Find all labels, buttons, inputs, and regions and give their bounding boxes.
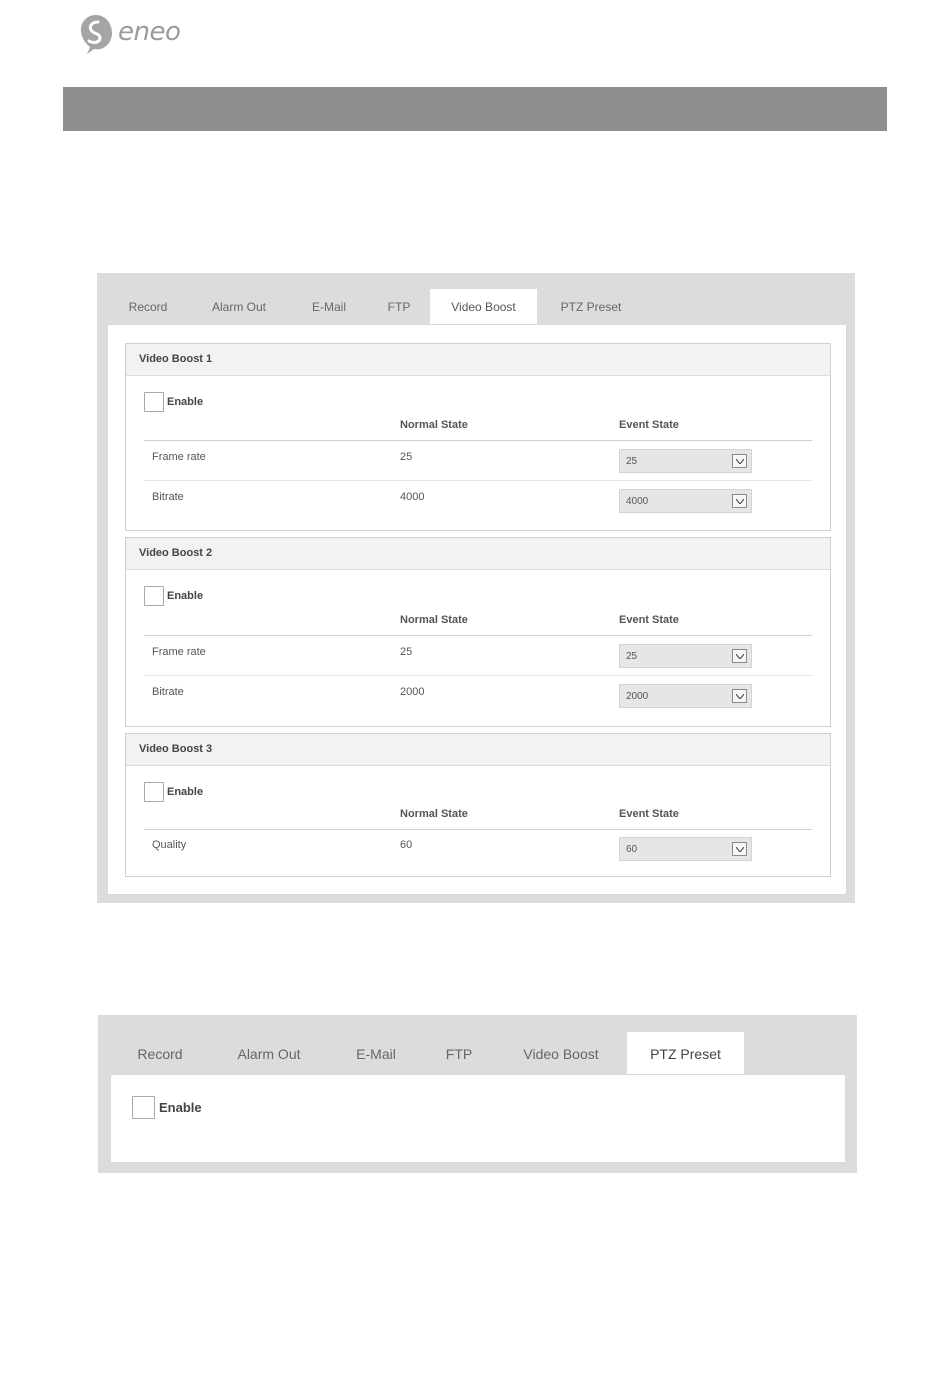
normal-state-header: Normal State — [400, 808, 468, 820]
enable-toggle[interactable] — [144, 586, 203, 606]
normal-value: 25 — [400, 646, 413, 658]
enable-label: Enable — [167, 590, 204, 602]
header-band — [63, 87, 887, 131]
select-value: 4000 — [626, 496, 649, 507]
section-title: Video Boost 2 — [126, 538, 830, 570]
event-state-header: Event State — [619, 419, 679, 431]
section-title: Video Boost 1 — [126, 344, 830, 376]
ptz-preset-panel — [98, 1015, 857, 1173]
event-state-header: Event State — [619, 614, 679, 626]
chevron-down-icon — [732, 494, 747, 508]
normal-value: 60 — [400, 839, 413, 851]
normal-value: 2000 — [400, 686, 425, 698]
tab-ptz-preset[interactable]: PTZ Preset — [560, 300, 622, 314]
enable-checkbox[interactable] — [144, 782, 164, 802]
bitrate-event-select[interactable] — [619, 684, 752, 708]
row-label-bitrate: Bitrate — [152, 686, 184, 698]
select-value: 2000 — [626, 691, 649, 702]
tab-ftp[interactable]: FTP — [387, 300, 411, 314]
video-boost-1-section — [125, 343, 831, 531]
enable-checkbox[interactable] — [144, 392, 164, 412]
video-boost-3-section — [125, 733, 831, 877]
enable-toggle[interactable] — [144, 392, 203, 412]
normal-value: 4000 — [400, 491, 425, 503]
tab-alarm-out[interactable]: Alarm Out — [237, 1045, 301, 1062]
chevron-down-icon — [732, 689, 747, 703]
logo-text: eneo — [118, 17, 181, 47]
quality-event-select[interactable] — [619, 837, 752, 861]
normal-state-header: Normal State — [400, 419, 468, 431]
row-label-frame-rate: Frame rate — [152, 451, 206, 463]
tab-email[interactable]: E-Mail — [311, 300, 346, 314]
video-boost-2-section — [125, 537, 831, 727]
enable-checkbox[interactable] — [132, 1096, 155, 1119]
enable-toggle[interactable] — [132, 1096, 202, 1119]
event-state-header: Event State — [619, 808, 679, 820]
ptz-preset-content — [110, 1074, 846, 1163]
select-value: 60 — [626, 844, 638, 855]
row-label-quality: Quality — [152, 839, 187, 851]
select-value: 25 — [626, 456, 638, 467]
normal-value: 25 — [400, 451, 413, 463]
normal-state-header: Normal State — [400, 614, 468, 626]
tab-bar — [98, 1015, 857, 1067]
section-title: Video Boost 3 — [126, 734, 830, 766]
enable-label: Enable — [159, 1100, 202, 1115]
enable-label: Enable — [167, 396, 204, 408]
tab-record[interactable]: Record — [137, 1045, 183, 1062]
video-boost-content — [107, 324, 847, 895]
row-label-bitrate: Bitrate — [152, 491, 184, 503]
enable-checkbox[interactable] — [144, 586, 164, 606]
tab-bar — [97, 273, 855, 325]
chevron-down-icon — [732, 649, 747, 663]
enable-label: Enable — [167, 786, 204, 798]
chevron-down-icon — [732, 454, 747, 468]
video-boost-panel — [97, 273, 855, 903]
eneo-logo — [78, 12, 180, 56]
frame-rate-event-select[interactable] — [619, 644, 752, 668]
tab-record[interactable]: Record — [128, 300, 168, 314]
frame-rate-event-select[interactable] — [619, 449, 752, 473]
eneo-logo-icon — [78, 13, 114, 55]
tab-ftp[interactable]: FTP — [445, 1045, 473, 1062]
tab-video-boost[interactable]: Video Boost — [430, 289, 537, 325]
tab-ptz-preset[interactable]: PTZ Preset — [627, 1032, 744, 1075]
select-value: 25 — [626, 651, 638, 662]
tab-alarm-out[interactable]: Alarm Out — [211, 300, 266, 314]
tab-email[interactable]: E-Mail — [356, 1045, 396, 1062]
enable-toggle[interactable] — [144, 782, 203, 802]
row-label-frame-rate: Frame rate — [152, 646, 206, 658]
tab-video-boost[interactable]: Video Boost — [523, 1045, 599, 1062]
chevron-down-icon — [732, 842, 747, 856]
bitrate-event-select[interactable] — [619, 489, 752, 513]
